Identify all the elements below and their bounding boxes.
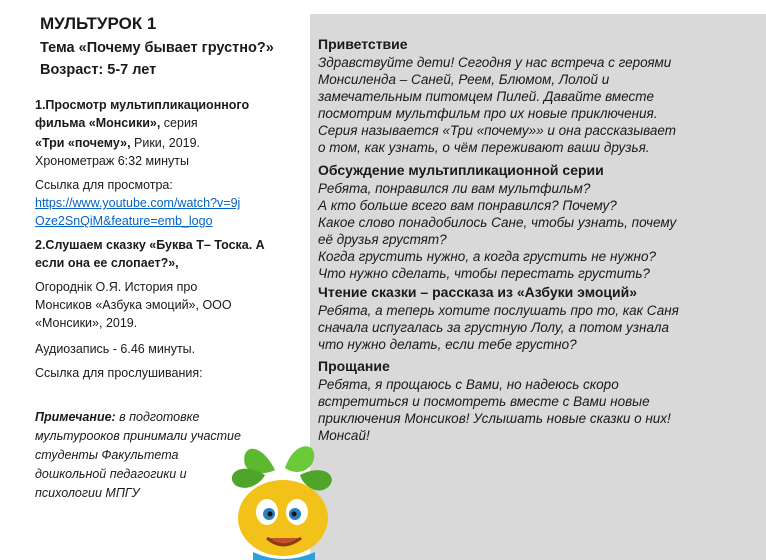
- series-line: [35, 134, 200, 152]
- listen-link-label: Ссылка для прослушивания:: [35, 366, 203, 380]
- farewell-heading: Прощание: [318, 358, 390, 374]
- greeting-line: посмотрим мультфильм про их новые приключения.: [318, 106, 658, 121]
- farewell-line: Монсай!: [318, 428, 370, 443]
- discussion-line: Какое слово понадобилось Сане, чтобы узнать, почему: [318, 215, 677, 230]
- note-line1: [35, 408, 285, 427]
- lesson-title: МУЛЬТУРОК 1: [40, 14, 157, 33]
- discussion-heading: Обсуждение мультипликационной серии: [318, 162, 604, 178]
- discussion-line: А кто больше всего вам понравился? Почему?: [318, 198, 617, 213]
- greeting-line: о том, как узнать, о чём переживают ваши друзья.: [318, 140, 650, 155]
- film-series-word: серия: [160, 116, 198, 130]
- note-text: в подготовке: [115, 410, 200, 424]
- reading-text: [318, 302, 758, 353]
- author-line2: Монсиков «Азбука эмоций», ООО: [35, 298, 232, 312]
- discussion-line: Ребята, понравился ли вам мультфильм?: [318, 181, 591, 196]
- author-line1: Огороднік О.Я. История про: [35, 280, 198, 294]
- note-line2: мультурооков принимали участие: [35, 429, 241, 443]
- author-line3: «Монсики», 2019.: [35, 316, 138, 330]
- view-link[interactable]: https://www.youtube.com/watch?v=9j: [35, 196, 241, 210]
- section1-heading-line2: [35, 114, 198, 132]
- discussion-line: Когда грустить нужно, а когда грустить не нужно?: [318, 249, 657, 264]
- discussion-line: Что нужно сделать, чтобы перестать грустить?: [318, 266, 650, 281]
- note-line3: студенты Факультета: [35, 448, 179, 462]
- farewell-line: встретиться и посмотреть вместе с Вами новые: [318, 394, 650, 409]
- greeting-line: замечательным питомцем Пилей. Давайте вместе: [318, 89, 654, 104]
- film-title: фильма «Монсики»,: [35, 116, 161, 130]
- greeting-line: Здравствуйте дети! Сегодня у нас встреча с героями: [318, 55, 672, 70]
- note-line5: психологии МПГУ: [35, 486, 140, 500]
- farewell-text: [318, 376, 758, 444]
- note-label: Примечание:: [35, 410, 116, 424]
- farewell-line: приключения Монсиков! Услышать новые сказки о них!: [318, 411, 671, 426]
- series-studio: Рики, 2019.: [130, 136, 201, 150]
- reading-line: сначала испугалась за грустную Лолу, а потом узнала: [318, 320, 669, 335]
- greeting-heading: Приветствие: [318, 36, 408, 52]
- reading-heading: Чтение сказки – рассказа из «Азбуки эмоций»: [318, 284, 638, 300]
- lesson-topic: Тема «Почему бывает грустно?»: [40, 40, 274, 56]
- lesson-age: Возраст: 5-7 лет: [40, 62, 157, 78]
- greeting-line: Монсиленда – Саней, Реем, Блюмом, Лолой и: [318, 72, 610, 87]
- note-line4: дошкольной педагогики и: [35, 467, 187, 481]
- greeting-line: Серия называется «Три «почему»» и она рассказывает: [318, 123, 677, 138]
- section2-heading: 2.Слушаем сказку «Буква Т– Тоска. А: [35, 238, 265, 252]
- view-link-label: Ссылка для просмотра:: [35, 178, 173, 192]
- section1-heading: 1.Просмотр мультипликационного: [35, 98, 250, 112]
- farewell-line: Ребята, я прощаюсь с Вами, но надеюсь скоро: [318, 377, 619, 392]
- section2-heading-line2: если она ее слопает?»,: [35, 256, 179, 270]
- discussion-line: её друзья грустят?: [318, 232, 447, 247]
- duration: Хронометраж 6:32 минуты: [35, 154, 189, 168]
- reading-line: Ребята, а теперь хотите послушать про то, как Саня: [318, 303, 679, 318]
- view-link-continued[interactable]: Oze2SnQiM&feature=emb_logo: [35, 214, 213, 228]
- greeting-text: [318, 54, 758, 156]
- discussion-text: [318, 180, 758, 282]
- monsik-character-illustration: [205, 440, 355, 560]
- reading-line: что нужно делать, если тебе грустно?: [318, 337, 577, 352]
- audio-duration: Аудиозапись - 6.46 минуты.: [35, 342, 196, 356]
- series-title: «Три «почему»,: [35, 136, 131, 150]
